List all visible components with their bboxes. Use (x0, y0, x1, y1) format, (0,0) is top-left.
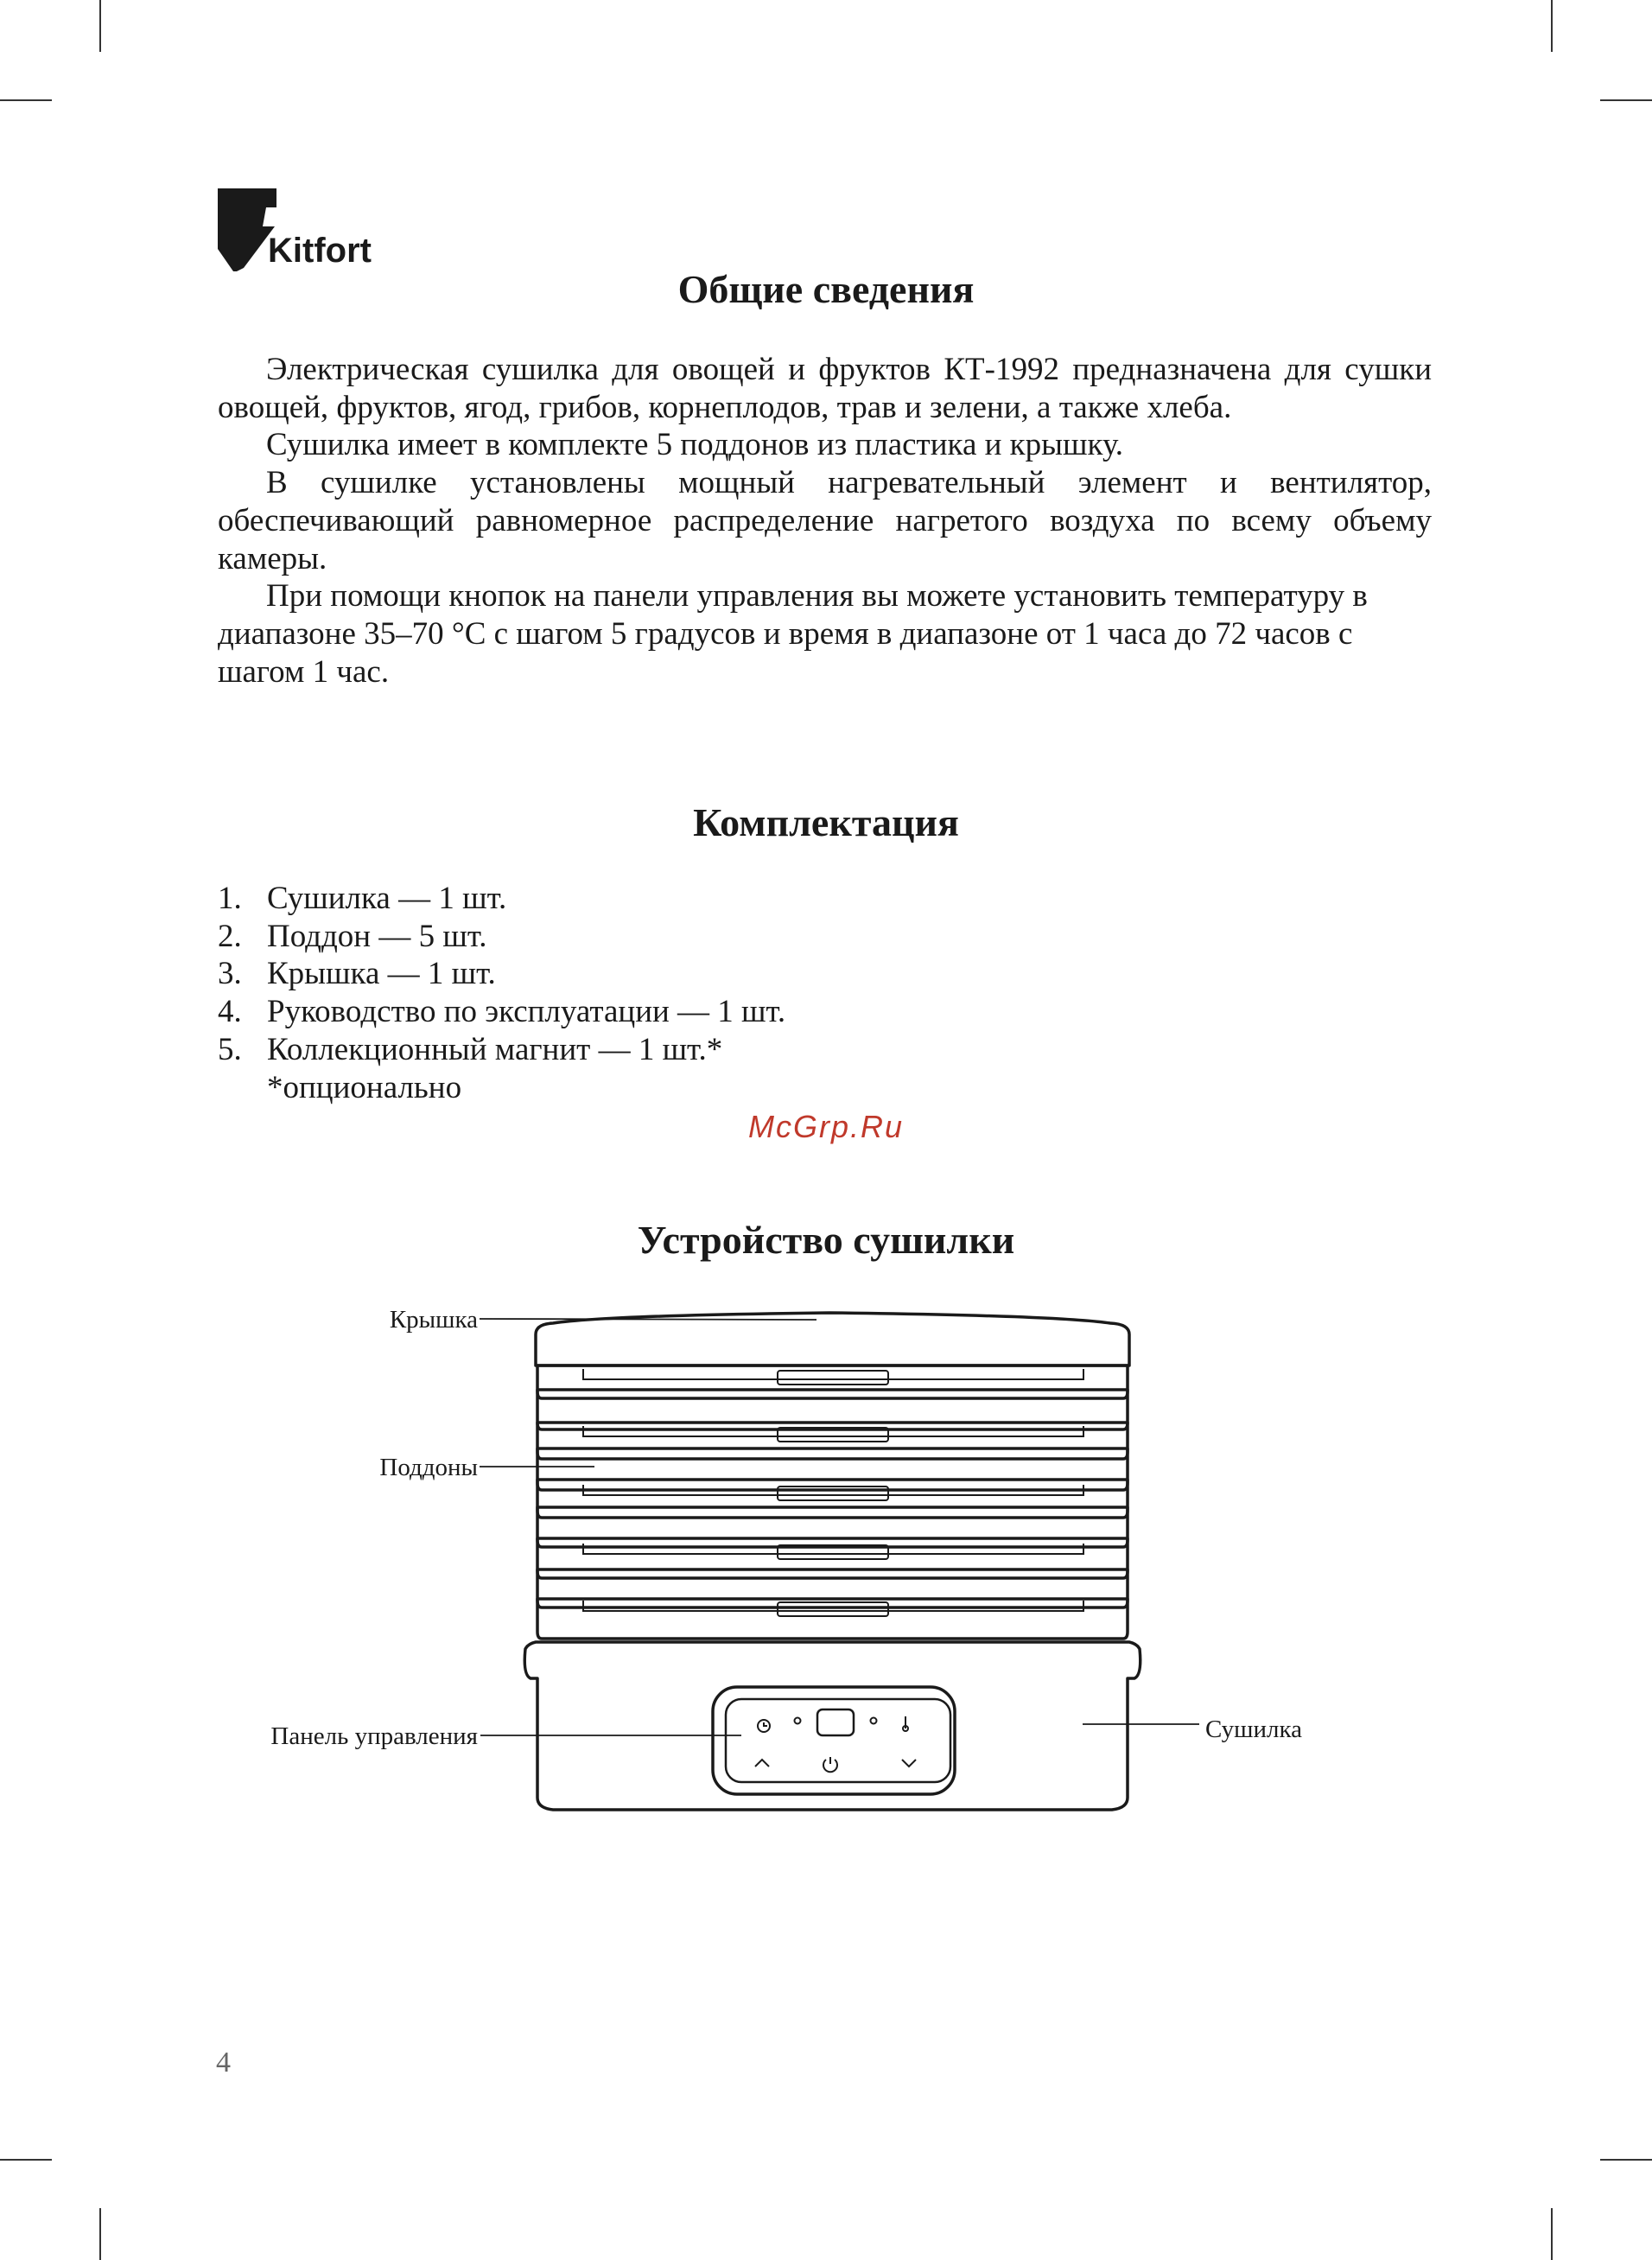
control-panel-inner (726, 1699, 950, 1782)
tray-shape (537, 1507, 1128, 1547)
general-info-text (218, 351, 1432, 691)
up-arrow-icon (755, 1760, 769, 1767)
crop-mark (0, 99, 52, 101)
list-item: 4. Руководство по эксплуатации — 1 шт. (218, 994, 786, 1030)
crop-mark (1551, 2208, 1553, 2260)
list-item: 1. Сушилка — 1 шт. (218, 881, 507, 916)
label-trays: Поддоны (379, 1454, 478, 1481)
display-window (817, 1709, 854, 1735)
optional-note: *опционально (267, 1069, 462, 1105)
tray-shape (537, 1599, 1128, 1639)
heading-contents: Комплектация (693, 800, 959, 844)
brand-name: Kitfort (268, 232, 372, 270)
list-item: 2. Поддон — 5 шт. (218, 918, 487, 954)
paragraph: Электрическая сушилка для овощей и фруктов КТ-1992 предназначена для сушки овощей, фруктов, ягод, грибов, корнеплодов, трав и зелени, а также хлеба. (218, 352, 1432, 425)
label-dryer: Сушилка (1205, 1716, 1302, 1743)
crop-mark (1551, 0, 1553, 52)
heading-device: Устройство сушилки (637, 1218, 1015, 1262)
paragraph: Сушилка имеет в комплекте 5 поддонов из пластика и крышку. (266, 427, 1123, 463)
page-number: 4 (216, 2047, 231, 2079)
crop-mark (1600, 2159, 1652, 2161)
list-item: 3. Крышка — 1 шт. (218, 956, 496, 992)
paragraph: В сушилке установлены мощный нагревательный элемент и вентилятор, обеспечивающий равномерное распределение нагретого воздуха по всему объему камеры. (218, 465, 1432, 576)
paragraph: При помощи кнопок на панели управления вы можете установить температуру в диапазоне 35–70 °C с шагом 5 градусов и время в диапазоне от 1 часа до 72 часов с шагом 1 час. (218, 578, 1368, 690)
heading-general-info: Общие сведения (677, 267, 975, 311)
lid-shape (536, 1313, 1129, 1366)
tray-shape (537, 1480, 1128, 1518)
list-item: 5. Коллекционный магнит — 1 шт.* (218, 1031, 723, 1067)
crop-mark (99, 0, 101, 52)
crop-mark (1600, 99, 1652, 101)
thermometer-icon (903, 1716, 908, 1731)
label-control-panel: Панель управления (270, 1722, 478, 1750)
contents-list (218, 880, 1255, 1106)
label-lid: Крышка (389, 1306, 478, 1334)
tray-shape (537, 1448, 1128, 1490)
watermark: McGrp.Ru (747, 1109, 905, 1144)
power-icon (823, 1757, 837, 1772)
dryer-diagram (0, 1288, 1652, 1841)
crop-mark (99, 2208, 101, 2260)
base-shape (524, 1642, 1141, 1810)
down-arrow-icon (902, 1760, 916, 1767)
crop-mark (0, 2159, 52, 2161)
control-panel-frame (713, 1687, 955, 1794)
